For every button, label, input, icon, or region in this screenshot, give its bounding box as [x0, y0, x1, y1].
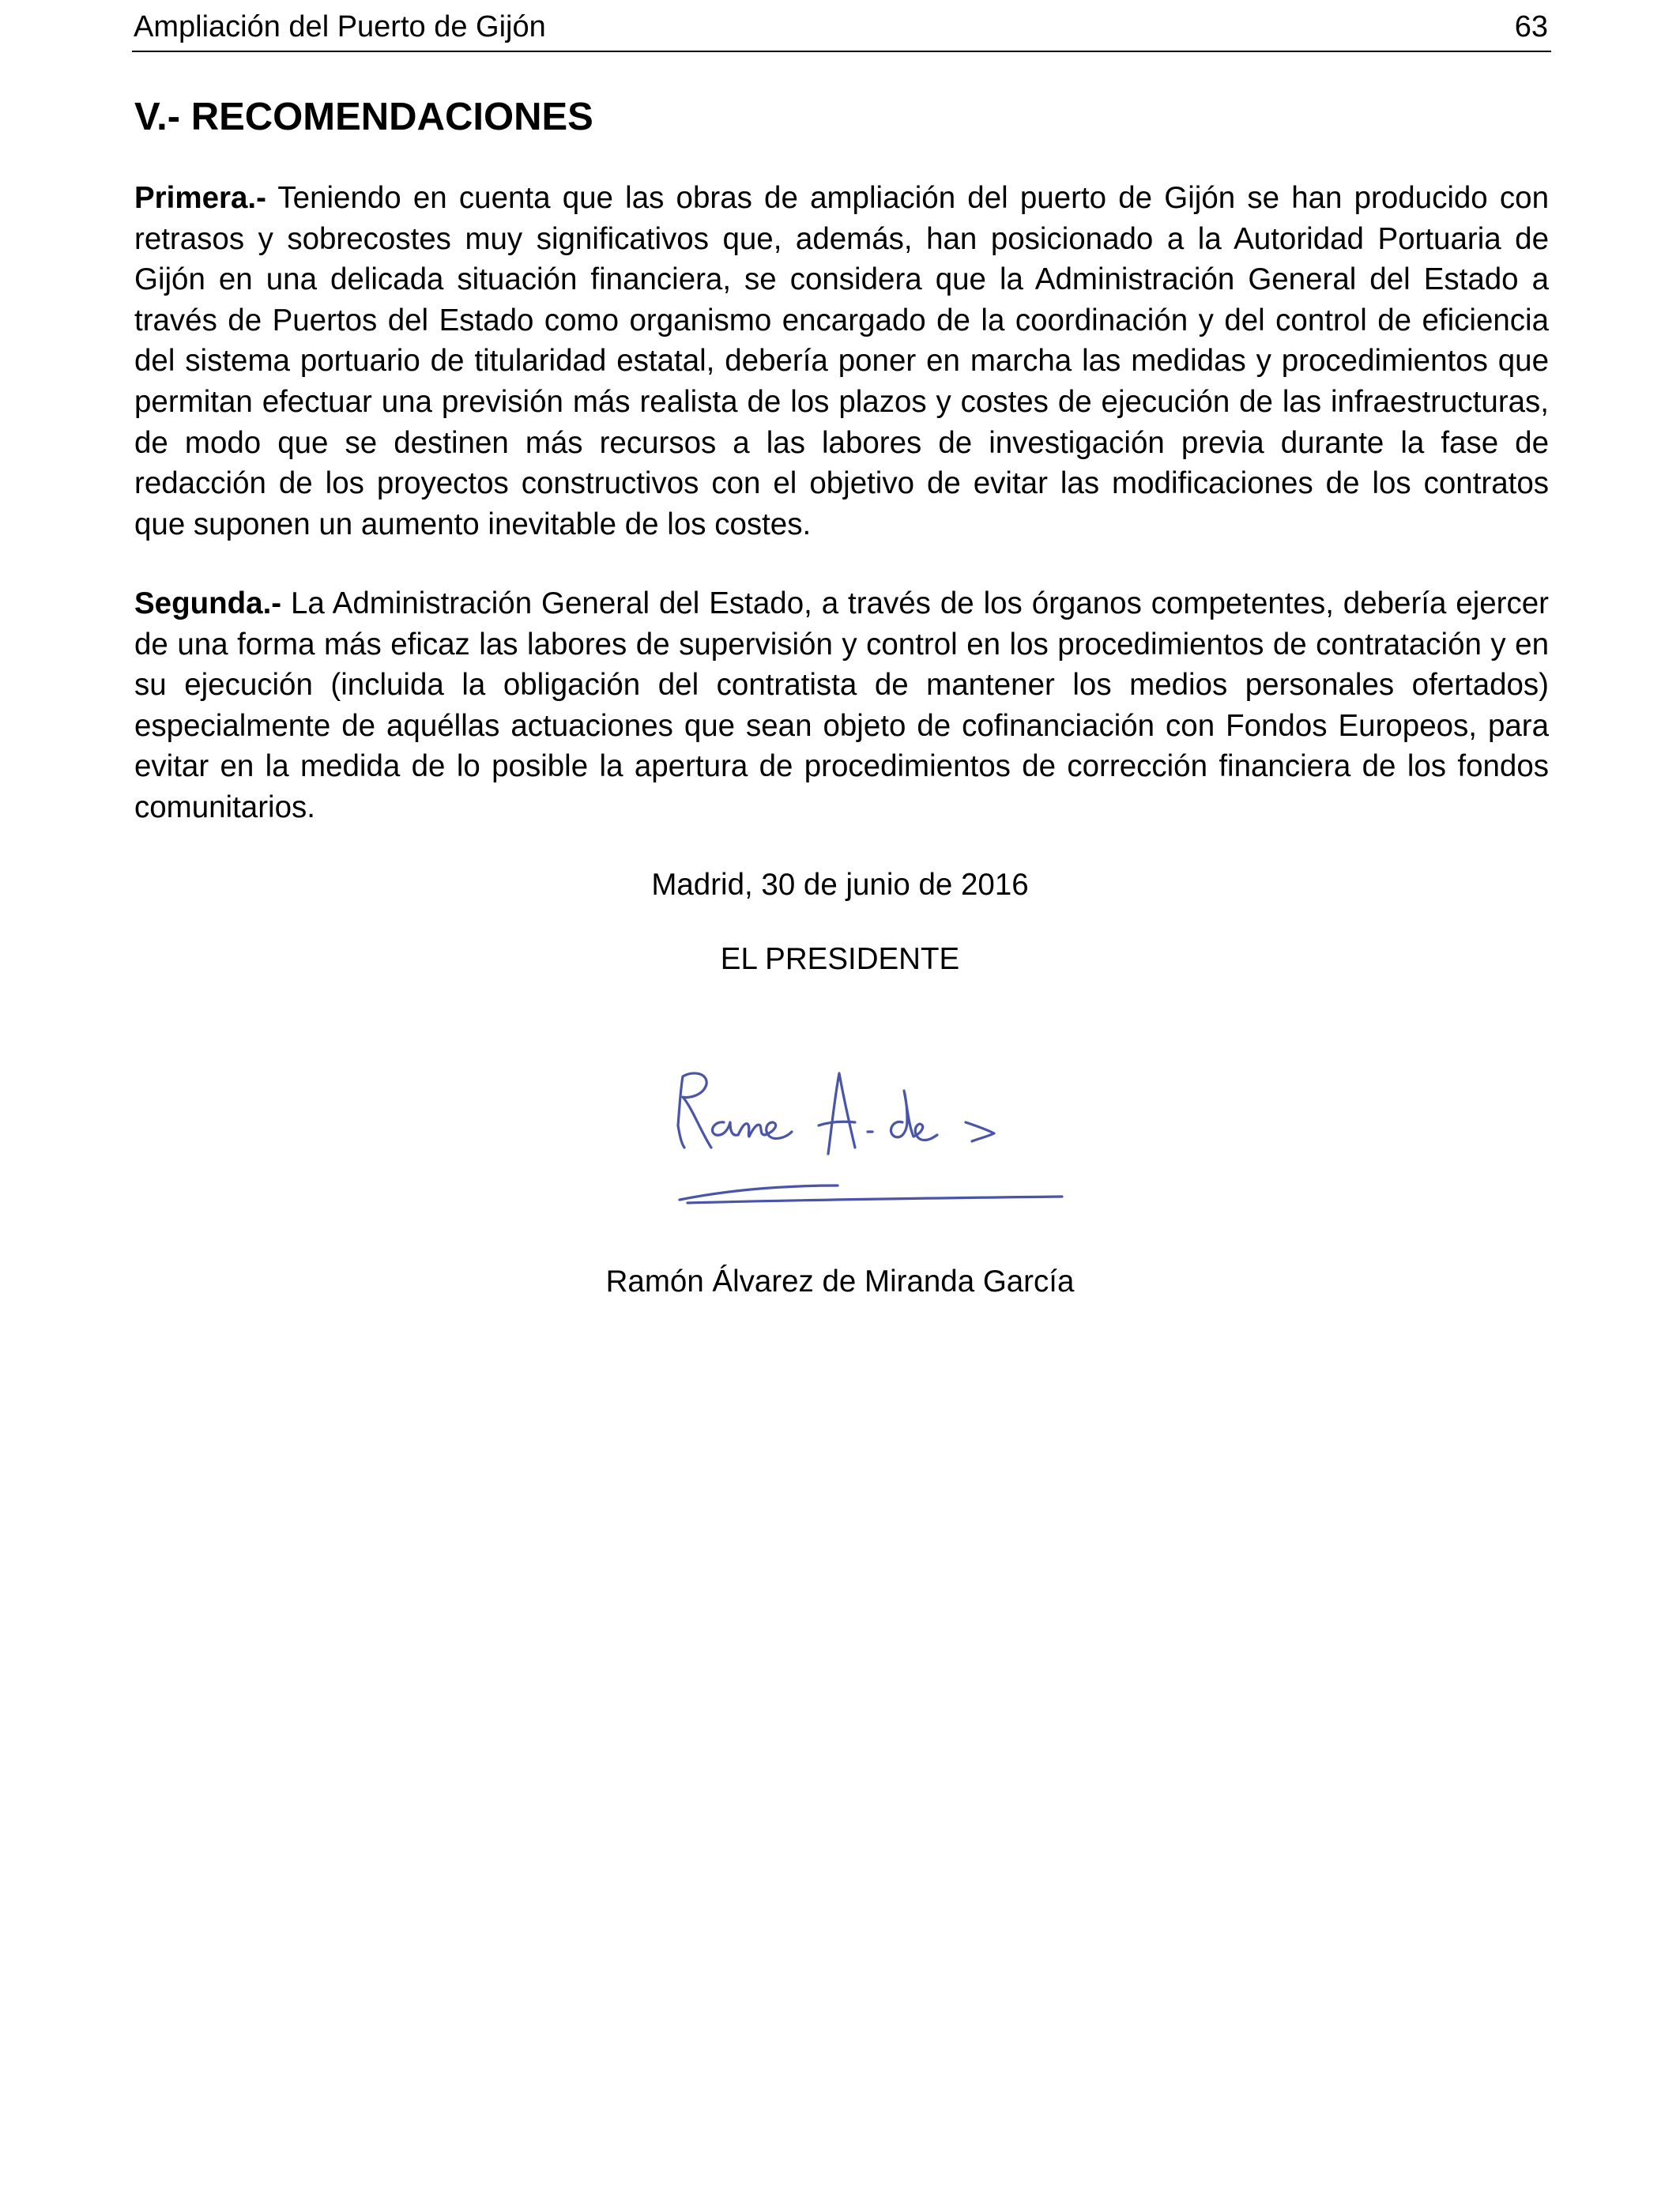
- recommendation-segunda: [134, 583, 1549, 828]
- place-date: Madrid, 30 de junio de 2016: [651, 868, 1029, 902]
- handwritten-signature: [656, 1059, 1067, 1217]
- signer-role: EL PRESIDENTE: [720, 942, 960, 976]
- recommendation-primera: [134, 178, 1549, 545]
- page-header: [132, 6, 1551, 52]
- recommendation-text: Teniendo en cuenta que las obras de ampliación del puerto de Gijón se han producido con retrasos y sobrecostes muy significativos que, además, han posicionado a la Autoridad Portuaria de Gijón en una delicada situación financiera, se considera que la Administración General del Estado a través de Puertos del Estado como organismo encargado de la coordinación y del control de eficiencia del sistema portuario de titularidad estatal, debería poner en marcha las medidas y procedimientos que permitan efectuar una previsión más realista de los plazos y costes de ejecución de las infraestructuras, de modo que se destinen más recursos a las labores de investigación previa durante la fase de redacción de los proyectos constructivos con el objetivo de evitar las modificaciones de los contratos que suponen un aumento inevitable de los costes.: [134, 181, 1549, 541]
- section-title: V.- RECOMENDACIONES: [134, 96, 593, 138]
- page-number: 63: [1514, 10, 1548, 43]
- recommendation-text: La Administración General del Estado, a través de los órganos competentes, debería ejercer de una forma más eficaz las labores de supervisión y control en los procedimientos de contratación y en su ejecución (incluida la obligación del contratista de mantener los medios personales ofertados) especialmente de aquéllas actuaciones que sean objeto de cofinanciación con Fondos Europeos, para evitar en la medida de lo posible la apertura de procedimientos de corrección financiera de los fondos comunitarios.: [134, 586, 1549, 824]
- recommendation-label: Segunda.-: [134, 586, 282, 620]
- signer-name: Ramón Álvarez de Miranda García: [605, 1265, 1075, 1299]
- header-title: Ampliación del Puerto de Gijón: [134, 10, 546, 43]
- recommendation-label: Primera.-: [134, 181, 266, 215]
